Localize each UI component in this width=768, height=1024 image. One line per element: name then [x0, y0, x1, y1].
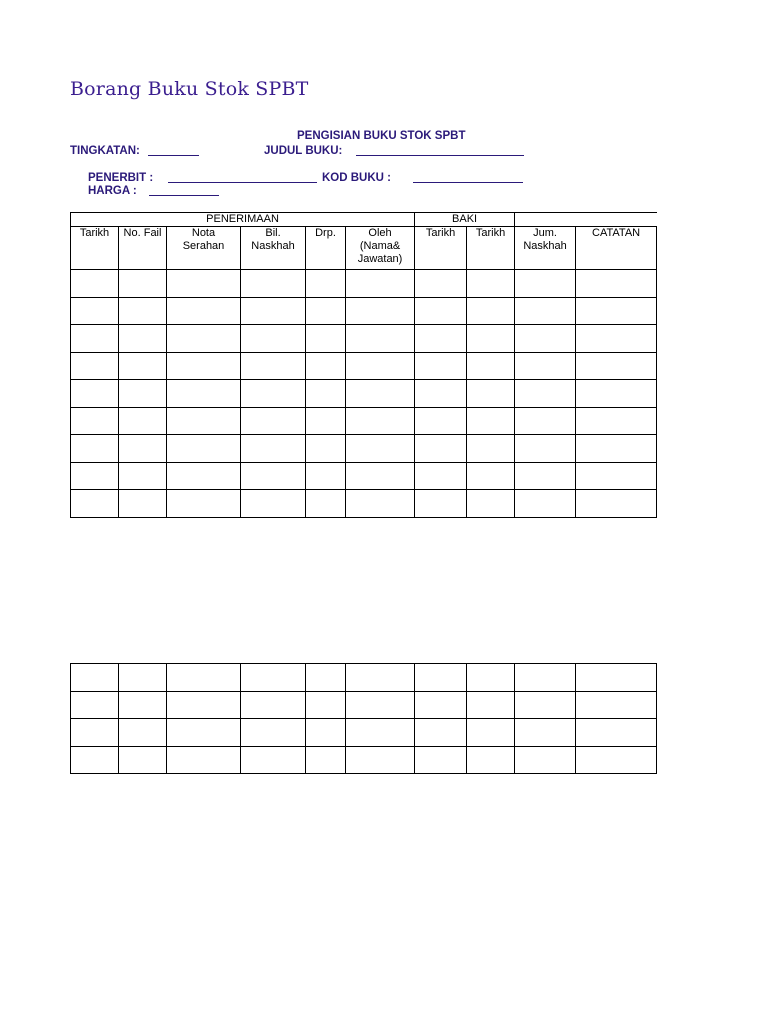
table-cell[interactable] [576, 435, 657, 463]
table-cell[interactable] [167, 435, 241, 463]
group-penerimaan: PENERIMAAN [71, 213, 415, 227]
table-cell[interactable] [467, 664, 515, 692]
table-cell[interactable] [515, 746, 576, 774]
table-row [71, 746, 657, 774]
table-cell[interactable] [467, 691, 515, 719]
table-cell[interactable] [467, 325, 515, 353]
table-cell[interactable] [167, 462, 241, 490]
table-cell[interactable] [346, 270, 415, 298]
table-cell[interactable] [306, 325, 346, 353]
table-cell[interactable] [415, 462, 467, 490]
table-cell[interactable] [119, 380, 167, 408]
table-row [71, 325, 657, 353]
table-row [71, 380, 657, 408]
table-cell[interactable] [576, 719, 657, 747]
col-header-nota-serahan: Nota Serahan [167, 227, 241, 270]
table-cell[interactable] [306, 270, 346, 298]
table-cell[interactable] [71, 435, 119, 463]
table-cell[interactable] [415, 352, 467, 380]
table-cell[interactable] [515, 664, 576, 692]
table-cell[interactable] [415, 407, 467, 435]
kod-buku-label: KOD BUKU : [322, 172, 391, 184]
table-cell[interactable] [415, 380, 467, 408]
table-row [71, 462, 657, 490]
table-cell[interactable] [576, 325, 657, 353]
col-header-tarikh: Tarikh [71, 227, 119, 270]
stock-table [70, 212, 657, 518]
col-header-baki-tarikh-1: Tarikh [415, 227, 467, 270]
table-cell[interactable] [415, 297, 467, 325]
table-cell[interactable] [515, 691, 576, 719]
table-cell[interactable] [515, 435, 576, 463]
table-cell[interactable] [119, 462, 167, 490]
form-heading: PENGISIAN BUKU STOK SPBT [297, 130, 466, 142]
table-cell[interactable] [71, 691, 119, 719]
col-header-drp: Drp. [306, 227, 346, 270]
table-cell[interactable] [119, 435, 167, 463]
table-cell[interactable] [306, 462, 346, 490]
table-cell[interactable] [119, 719, 167, 747]
table-cell[interactable] [576, 462, 657, 490]
table-cell[interactable] [515, 297, 576, 325]
col-header-no-fail: No. Fail [119, 227, 167, 270]
table-cell[interactable] [576, 691, 657, 719]
table-row [71, 297, 657, 325]
column-header-row [71, 227, 657, 270]
tingkatan-label: TINGKATAN: [70, 145, 140, 157]
table-cell[interactable] [576, 664, 657, 692]
table-cell[interactable] [241, 435, 306, 463]
table-cell[interactable] [346, 746, 415, 774]
table-cell[interactable] [415, 490, 467, 518]
table-cell[interactable] [167, 746, 241, 774]
group-empty [515, 213, 657, 227]
table-cell[interactable] [576, 352, 657, 380]
table-cell[interactable] [167, 664, 241, 692]
table-cell[interactable] [467, 352, 515, 380]
table-cell[interactable] [467, 490, 515, 518]
continuation-table [70, 663, 657, 774]
table-cell[interactable] [346, 719, 415, 747]
table-cell[interactable] [167, 325, 241, 353]
table-cell[interactable] [119, 270, 167, 298]
table-cell[interactable] [167, 719, 241, 747]
table-cell[interactable] [415, 691, 467, 719]
table-cell[interactable] [241, 325, 306, 353]
table-cell[interactable] [467, 380, 515, 408]
table-cell[interactable] [71, 380, 119, 408]
table-cell[interactable] [576, 380, 657, 408]
table-cell[interactable] [119, 490, 167, 518]
group-header-row [71, 213, 657, 227]
tingkatan-field[interactable] [148, 155, 199, 156]
table-cell[interactable] [467, 719, 515, 747]
table-cell[interactable] [346, 664, 415, 692]
table-cell[interactable] [346, 435, 415, 463]
table-cell[interactable] [71, 462, 119, 490]
table-cell[interactable] [415, 664, 467, 692]
table-cell[interactable] [515, 380, 576, 408]
table-cell[interactable] [467, 297, 515, 325]
table-cell[interactable] [467, 270, 515, 298]
table-cell[interactable] [467, 462, 515, 490]
table-cell[interactable] [346, 691, 415, 719]
table-cell[interactable] [241, 270, 306, 298]
table-cell[interactable] [71, 297, 119, 325]
table-row [71, 270, 657, 298]
col-header-jum-naskhah: Jum. Naskhah [515, 227, 576, 270]
col-header-baki-tarikh-2: Tarikh [467, 227, 515, 270]
table-cell[interactable] [306, 435, 346, 463]
table-cell[interactable] [576, 297, 657, 325]
table-cell[interactable] [306, 664, 346, 692]
table-cell[interactable] [241, 462, 306, 490]
table-cell[interactable] [71, 270, 119, 298]
table-cell[interactable] [415, 746, 467, 774]
table-cell[interactable] [515, 719, 576, 747]
table-row [71, 352, 657, 380]
table-cell[interactable] [346, 297, 415, 325]
table-cell[interactable] [167, 352, 241, 380]
table-cell[interactable] [241, 407, 306, 435]
table-cell[interactable] [119, 352, 167, 380]
table-cell[interactable] [306, 691, 346, 719]
table-cell[interactable] [415, 719, 467, 747]
table-cell[interactable] [467, 435, 515, 463]
table-cell[interactable] [241, 746, 306, 774]
table-cell[interactable] [119, 325, 167, 353]
table-cell[interactable] [71, 664, 119, 692]
penerbit-label: PENERBIT : [88, 172, 154, 184]
table-cell[interactable] [346, 462, 415, 490]
harga-field[interactable] [149, 195, 219, 196]
table-cell[interactable] [71, 490, 119, 518]
table-cell[interactable] [241, 352, 306, 380]
table-cell[interactable] [515, 490, 576, 518]
table-cell[interactable] [306, 407, 346, 435]
table-cell[interactable] [346, 490, 415, 518]
table-cell[interactable] [515, 462, 576, 490]
col-header-bil-naskhah: Bil. Naskhah [241, 227, 306, 270]
table-cell[interactable] [241, 490, 306, 518]
table-row [71, 664, 657, 692]
table-cell[interactable] [576, 746, 657, 774]
table-cell[interactable] [167, 407, 241, 435]
table-cell[interactable] [167, 490, 241, 518]
table-row [71, 407, 657, 435]
table-cell[interactable] [119, 746, 167, 774]
table-cell[interactable] [346, 325, 415, 353]
table-cell[interactable] [415, 325, 467, 353]
table-cell[interactable] [71, 407, 119, 435]
table-cell[interactable] [515, 407, 576, 435]
table-cell[interactable] [71, 325, 119, 353]
table-cell[interactable] [576, 407, 657, 435]
table-cell[interactable] [119, 297, 167, 325]
table-cell[interactable] [167, 691, 241, 719]
table-cell[interactable] [346, 352, 415, 380]
table-cell[interactable] [415, 270, 467, 298]
table-cell[interactable] [241, 691, 306, 719]
table-cell[interactable] [346, 407, 415, 435]
table-cell[interactable] [515, 270, 576, 298]
table-cell[interactable] [576, 490, 657, 518]
table-cell[interactable] [167, 270, 241, 298]
table-cell[interactable] [167, 297, 241, 325]
col-header-oleh: Oleh (Nama& Jawatan) [346, 227, 415, 270]
harga-label: HARGA : [88, 185, 137, 197]
table-row [71, 435, 657, 463]
table-cell[interactable] [306, 490, 346, 518]
kod-buku-field[interactable] [413, 182, 523, 183]
table-row [71, 490, 657, 518]
group-baki: BAKI [415, 213, 515, 227]
table-cell[interactable] [576, 270, 657, 298]
table-cell[interactable] [119, 691, 167, 719]
document-title: Borang Buku Stok SPBT [70, 78, 309, 100]
table-cell[interactable] [241, 664, 306, 692]
table-row [71, 691, 657, 719]
table-cell[interactable] [415, 435, 467, 463]
table-cell[interactable] [515, 352, 576, 380]
table-cell[interactable] [119, 407, 167, 435]
judul-buku-label: JUDUL BUKU: [264, 145, 343, 157]
table-cell[interactable] [306, 746, 346, 774]
table-cell[interactable] [467, 407, 515, 435]
table-cell[interactable] [306, 719, 346, 747]
table-cell[interactable] [241, 297, 306, 325]
table-cell[interactable] [515, 325, 576, 353]
table-cell[interactable] [467, 746, 515, 774]
table-cell[interactable] [71, 746, 119, 774]
table-cell[interactable] [346, 380, 415, 408]
penerbit-field[interactable] [168, 182, 317, 183]
table-cell[interactable] [241, 719, 306, 747]
table-cell[interactable] [306, 297, 346, 325]
table-cell[interactable] [306, 352, 346, 380]
table-cell[interactable] [71, 719, 119, 747]
table-cell[interactable] [119, 664, 167, 692]
table-row [71, 719, 657, 747]
table-cell[interactable] [306, 380, 346, 408]
col-header-catatan: CATATAN [576, 227, 657, 270]
table-cell[interactable] [71, 352, 119, 380]
table-cell[interactable] [167, 380, 241, 408]
judul-buku-field[interactable] [356, 155, 524, 156]
table-cell[interactable] [241, 380, 306, 408]
